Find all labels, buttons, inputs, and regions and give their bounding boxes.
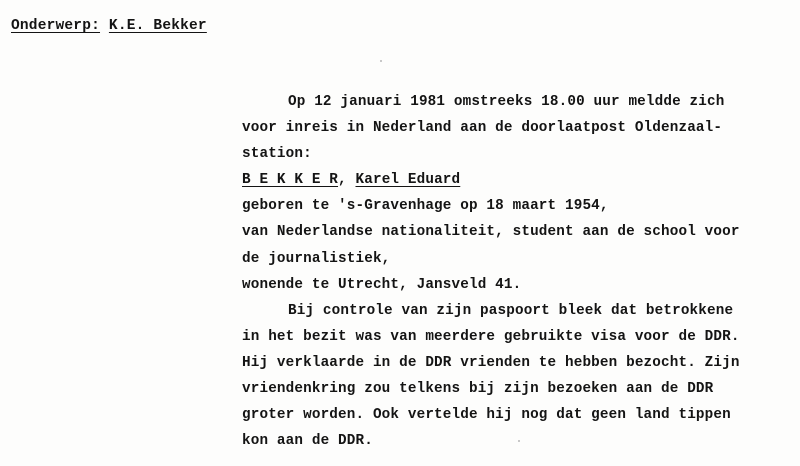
person-detail-line: wonende te Utrecht, Jansveld 41. [242,276,522,293]
paragraph1-line: Op 12 januari 1981 omstreeks 18.00 uur meldde zich [288,94,725,110]
person-name-line [242,167,798,193]
person-given-names: Karel Eduard [355,172,461,189]
paragraph1-line: station: [242,146,312,163]
person-detail-line: van Nederlandse nationaliteit, student aan de school voor [242,224,740,241]
person-detail-line: geboren te 's-Gravenhage op 18 maart 1954, [242,198,609,215]
paragraph2-line: vriendenkring zou telkens bij zijn bezoeken aan de DDR [242,381,714,398]
document-body [242,89,798,454]
paragraph2-line: in het bezit was van meerdere gebruikte visa voor de DDR. [242,328,740,345]
subject-value: K.E. Bekker [108,18,207,34]
paragraph2-line: groter worden. Ook vertelde hij nog dat geen land tippen [242,407,731,424]
paragraph2-line: kon aan de DDR. [242,433,373,450]
person-name-separator: , [338,172,347,189]
person-surname: B E K K E R [242,172,339,189]
paper-speck [380,60,382,62]
subject-line [11,18,207,34]
paragraph1-line: voor inreis in Nederland aan de doorlaatpost Oldenzaal- [242,120,723,137]
paragraph2-line: Hij verklaarde in de DDR vrienden te hebben bezocht. Zijn [242,354,740,371]
paragraph2-line: Bij controle van zijn paspoort bleek dat betrokkene [288,302,734,319]
subject-label: Onderwerp: [11,18,101,34]
person-detail-line: de journalistiek, [242,250,391,267]
